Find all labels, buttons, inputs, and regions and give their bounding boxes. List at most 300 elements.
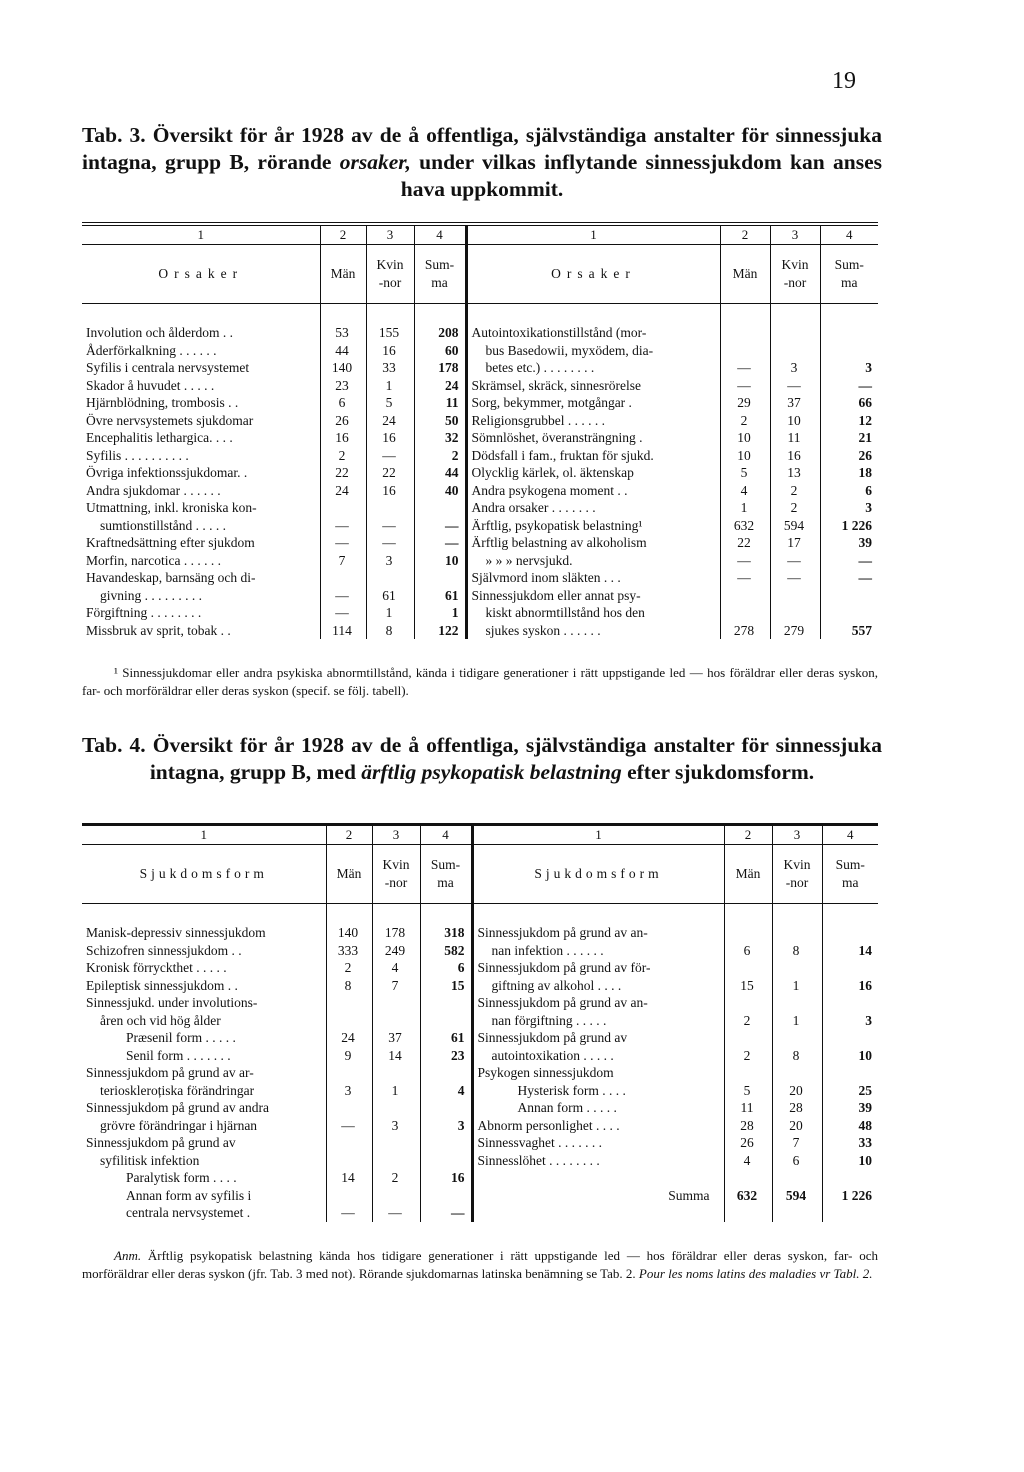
cell-right-sum: [822, 1029, 878, 1047]
cell-right-women: [770, 587, 820, 605]
cell-right-sum: 39: [820, 534, 878, 552]
cell-left-sum: 11: [414, 394, 466, 412]
cell-right-women: [772, 924, 822, 942]
cell-left-men: [326, 1134, 372, 1152]
cell-left-women: [372, 1187, 420, 1205]
tab4-header-sum-right: Sum-ma: [822, 845, 878, 904]
tab4-header-label-right: Sjukdomsform: [472, 845, 724, 904]
cell-right-label: Sinnessjukdom eller annat psy-: [466, 587, 720, 605]
page-number: 19: [832, 68, 856, 94]
cell-right-women: 17: [770, 534, 820, 552]
table-row: [82, 1064, 878, 1082]
cell-right-sum: 66: [820, 394, 878, 412]
tab4-note: [82, 1247, 878, 1283]
cell-right-men: —: [720, 377, 770, 395]
cell-right-label: [472, 1169, 724, 1187]
cell-left-label: Sinnessjukdom på grund av ar-: [86, 1065, 254, 1080]
cell-right-sum: 48: [822, 1117, 878, 1135]
cell-left-men: 16: [320, 429, 366, 447]
cell-right-men: 4: [724, 1152, 772, 1170]
tab4-header-women: Kvin-nor: [372, 845, 420, 904]
cell-left-men: [326, 994, 372, 1012]
cell-left-label: Annan form av syfilis i: [126, 1187, 252, 1203]
tab3-table: [82, 222, 878, 639]
cell-right-label: » » » nervsjukd.: [466, 552, 720, 570]
cell-right-sum: [820, 604, 878, 622]
tab4-title-em: ärftlig psykopatisk belastning: [361, 760, 622, 784]
cell-right-women: —: [770, 377, 820, 395]
tab3-title-em: orsaker,: [339, 150, 411, 174]
cell-left-men: 140: [320, 359, 366, 377]
table-row: [82, 959, 878, 977]
cell-left-men: —: [320, 604, 366, 622]
cell-right-men: [720, 587, 770, 605]
cell-right-label: Olycklig kärlek, ol. äktenskap: [466, 464, 720, 482]
tab3-header-men-right: Män: [720, 245, 770, 304]
cell-left-women: 155: [366, 324, 414, 342]
cell-right-men: [720, 342, 770, 360]
cell-left-women: 24: [366, 412, 414, 430]
cell-left-sum: 178: [414, 359, 466, 377]
cell-right-men: 1: [720, 499, 770, 517]
table-row: [82, 1047, 878, 1065]
cell-right-women: [772, 1169, 822, 1187]
cell-left-label: givning . . . . . . . . .: [100, 587, 203, 603]
cell-right-label: Sinnessvaghet . . . . . . .: [472, 1134, 724, 1152]
cell-right-women: [770, 604, 820, 622]
table-row: [82, 499, 878, 517]
cell-right-sum: 12: [820, 412, 878, 430]
cell-left-women: 16: [366, 482, 414, 500]
cell-right-sum: 25: [822, 1082, 878, 1100]
cell-left-men: —: [326, 1117, 372, 1135]
tab4-note-label: Anm.: [114, 1248, 142, 1263]
tab3-header-sum-right: Sum-ma: [820, 245, 878, 304]
cell-right-men: —: [720, 359, 770, 377]
tab3-header-label: Orsaker: [82, 245, 320, 304]
cell-left-men: 9: [326, 1047, 372, 1065]
tab3-header-sum: Sum-ma: [414, 245, 466, 304]
cell-right-women: 1: [772, 977, 822, 995]
cell-right-label: Andra psykogena moment . .: [466, 482, 720, 500]
cell-left-women: 16: [366, 429, 414, 447]
cell-right-women: [772, 1204, 822, 1222]
cell-right-sum: [822, 994, 878, 1012]
cell-right-sum: [820, 324, 878, 342]
cell-right-men: —: [720, 552, 770, 570]
cell-left-women: 14: [372, 1047, 420, 1065]
cell-left-men: [326, 1012, 372, 1030]
cell-right-men: 5: [724, 1082, 772, 1100]
cell-right-label: giftning av alkohol . . . .: [472, 977, 724, 995]
cell-right-sum: 6: [820, 482, 878, 500]
cell-left-sum: [420, 1134, 472, 1152]
cell-right-sum: 18: [820, 464, 878, 482]
tab4-label: Tab. 4.: [82, 733, 146, 757]
cell-right-women: 11: [770, 429, 820, 447]
cell-right-men: 28: [724, 1117, 772, 1135]
cell-right-label: Psykogen sinnessjukdom: [472, 1064, 724, 1082]
table-row: [82, 394, 878, 412]
cell-right-men: [724, 1204, 772, 1222]
tab4-column-numbers: 1 2 3 4 1 2 3 4: [82, 825, 878, 845]
cell-right-sum: 39: [822, 1099, 878, 1117]
cell-left-men: [326, 1064, 372, 1082]
cell-left-sum: 40: [414, 482, 466, 500]
cell-left-women: [372, 1064, 420, 1082]
tab4-note-em: Pour les noms latins des maladies vr Tabl. 2.: [638, 1266, 873, 1281]
cell-left-women: 178: [372, 924, 420, 942]
cell-left-label: sumtionstillstånd . . . . .: [100, 517, 227, 533]
table-row: [82, 1152, 878, 1170]
cell-left-label: Åderförkalkning . . . . . .: [86, 342, 217, 358]
cell-right-men: [724, 1064, 772, 1082]
cell-right-label: Andra orsaker . . . . . . .: [466, 499, 720, 517]
cell-left-men: —: [326, 1204, 372, 1222]
cell-left-men: 6: [320, 394, 366, 412]
table-row: [82, 1012, 878, 1030]
table-row: [82, 429, 878, 447]
table-row: [82, 942, 878, 960]
cell-left-men: —: [320, 587, 366, 605]
tab3-header-women: Kvin-nor: [366, 245, 414, 304]
tab3-footnote: ¹ Sinnessjukdomar eller andra psykiska abnormtillstånd, kända i tidigare generationer i rätt uppstigande led — hos föräldrar eller deras syskon, far- och morföräldrar eller deras syskon (specif. se följ. tabell).: [82, 665, 878, 698]
cell-left-men: 7: [320, 552, 366, 570]
cell-right-men: 29: [720, 394, 770, 412]
cell-right-men: 2: [720, 412, 770, 430]
cell-left-sum: 10: [414, 552, 466, 570]
cell-left-sum: 24: [414, 377, 466, 395]
cell-left-men: [320, 499, 366, 517]
cell-left-women: 61: [366, 587, 414, 605]
tab3-title-post: under vilkas inflytande sinnessjukdom kan anses hava uppkommit.: [400, 150, 882, 201]
cell-right-men: 22: [720, 534, 770, 552]
table-row: [82, 1187, 878, 1205]
cell-left-sum: [420, 1099, 472, 1117]
cell-left-label: Hjärnblödning, trombosis . .: [86, 395, 239, 410]
cell-left-sum: 2: [414, 447, 466, 465]
cell-left-men: 140: [326, 924, 372, 942]
table-row: [82, 569, 878, 587]
cell-right-men: —: [720, 569, 770, 587]
cell-left-women: [366, 569, 414, 587]
cell-left-label: Övre nervsystemets sjukdomar: [86, 412, 254, 428]
cell-right-women: 2: [770, 499, 820, 517]
cell-right-sum: 16: [822, 977, 878, 995]
tab3-label: Tab. 3.: [82, 123, 146, 147]
tab3-title-pre: Översikt för år 1928 av de å offentliga, självständiga anstalter för sinnessjuka intagna, grupp B, rörande: [82, 123, 883, 174]
cell-right-label: Självmord inom släkten . . .: [466, 569, 720, 587]
cell-right-label: Annan form . . . . .: [472, 1099, 724, 1117]
cell-left-sum: 60: [414, 342, 466, 360]
tab3-header-women-right: Kvin-nor: [770, 245, 820, 304]
cell-left-label: Utmattning, inkl. kroniska kon-: [86, 500, 257, 515]
cell-left-sum: 582: [420, 942, 472, 960]
cell-left-label: Manisk-depressiv sinnessjukdom: [86, 925, 266, 940]
cell-right-label: Sorg, bekymmer, motgångar .: [466, 394, 720, 412]
cell-left-women: 2: [372, 1169, 420, 1187]
cell-right-men: 5: [720, 464, 770, 482]
cell-right-sum: 1 226: [820, 517, 878, 535]
cell-right-label: Sinnesslöhet . . . . . . . .: [472, 1152, 724, 1170]
tab4-table: [82, 823, 878, 1222]
cell-right-label: Dödsfall i fam., fruktan för sjukd.: [466, 447, 720, 465]
cell-right-sum: [822, 1169, 878, 1187]
cell-right-sum: [820, 587, 878, 605]
cell-left-women: —: [366, 517, 414, 535]
cell-left-label: Paralytisk form . . . .: [126, 1170, 237, 1185]
table-row: [82, 994, 878, 1012]
cell-left-label: åren och vid hög ålder: [100, 1012, 221, 1028]
cell-left-sum: 61: [420, 1029, 472, 1047]
cell-right-label: Summa: [472, 1187, 724, 1205]
cell-right-sum: —: [820, 377, 878, 395]
table-row: [82, 1204, 878, 1222]
cell-left-men: 53: [320, 324, 366, 342]
cell-left-sum: [420, 1152, 472, 1170]
cell-left-men: —: [320, 534, 366, 552]
cell-right-women: 3: [770, 359, 820, 377]
cell-right-men: 278: [720, 622, 770, 640]
table-row: [82, 1134, 878, 1152]
cell-right-women: [772, 1064, 822, 1082]
cell-right-men: 632: [724, 1187, 772, 1205]
cell-right-women: 20: [772, 1082, 822, 1100]
cell-right-men: 10: [720, 429, 770, 447]
table-row: [82, 412, 878, 430]
cell-right-women: 6: [772, 1152, 822, 1170]
cell-left-women: 1: [372, 1082, 420, 1100]
cell-right-men: [724, 994, 772, 1012]
cell-left-label: Syfilis . . . . . . . . . .: [86, 447, 189, 463]
cell-left-label: centrala nervsystemet .: [126, 1205, 251, 1220]
cell-left-label: Syfilis i centrala nervsystemet: [86, 360, 250, 375]
tab4-header-label: Sjukdomsform: [82, 845, 326, 904]
cell-left-women: 249: [372, 942, 420, 960]
cell-right-women: 10: [770, 412, 820, 430]
cell-left-sum: 23: [420, 1047, 472, 1065]
cell-right-women: —: [770, 569, 820, 587]
cell-right-label: Sinnessjukdom på grund av an-: [472, 994, 724, 1012]
table-row: [82, 1117, 878, 1135]
cell-right-men: 2: [724, 1012, 772, 1030]
tab4-header-women-right: Kvin-nor: [772, 845, 822, 904]
cell-right-label: Sinnessjukdom på grund av: [472, 1029, 724, 1047]
cell-left-label: Missbruk av sprit, tobak . .: [86, 622, 231, 638]
cell-left-sum: 1: [414, 604, 466, 622]
cell-left-women: 16: [366, 342, 414, 360]
cell-right-women: 37: [770, 394, 820, 412]
table-row: [82, 377, 878, 395]
cell-left-men: 23: [320, 377, 366, 395]
tab4-header-men: Män: [326, 845, 372, 904]
cell-right-sum: [822, 1204, 878, 1222]
cell-right-label: nan förgiftning . . . . .: [472, 1012, 724, 1030]
cell-left-men: [326, 1099, 372, 1117]
cell-right-men: [720, 604, 770, 622]
cell-left-sum: [414, 569, 466, 587]
cell-left-women: 33: [366, 359, 414, 377]
tab4-note-text: Ärftlig psykopatisk belastning kända hos tidigare generationer i rätt uppstigande led — hos föräldrar eller deras syskon, far- och morföräldrar eller deras syskon (jfr. Tab. 3 med not). Rörande sjukdomarnas latinska benämning se Tab. 2.: [82, 1248, 878, 1281]
cell-right-label: Ärftlig belastning av alkoholism: [466, 534, 720, 552]
cell-left-women: [372, 1099, 420, 1117]
cell-right-men: 10: [720, 447, 770, 465]
cell-right-sum: 3: [822, 1012, 878, 1030]
cell-right-label: autointoxikation . . . . .: [472, 1047, 724, 1065]
cell-left-men: 44: [320, 342, 366, 360]
cell-left-women: [372, 1012, 420, 1030]
tab4-title-post: efter sjukdomsform.: [621, 760, 815, 784]
tab3-body: [82, 324, 878, 639]
tab3-header-row: [82, 245, 878, 304]
cell-left-sum: 50: [414, 412, 466, 430]
cell-left-sum: 318: [420, 924, 472, 942]
cell-right-sum: [820, 342, 878, 360]
cell-right-label: Sinnessjukdom på grund av för-: [472, 959, 724, 977]
cell-left-women: [366, 499, 414, 517]
cell-right-women: 13: [770, 464, 820, 482]
cell-left-sum: 122: [414, 622, 466, 640]
cell-right-women: [772, 959, 822, 977]
tab4-body: [82, 924, 878, 1222]
cell-left-women: —: [366, 534, 414, 552]
cell-left-men: 2: [320, 447, 366, 465]
cell-right-label: nan infektion . . . . . .: [472, 942, 724, 960]
cell-right-label: Religionsgrubbel . . . . . .: [466, 412, 720, 430]
table-row: [82, 1099, 878, 1117]
cell-left-sum: 61: [414, 587, 466, 605]
tab3-column-numbers: 1 2 3 4 1 2 3 4: [82, 224, 878, 245]
tab4-header-sum: Sum-ma: [420, 845, 472, 904]
cell-right-men: 4: [720, 482, 770, 500]
table-row: [82, 977, 878, 995]
cell-left-label: Kraftnedsättning efter sjukdom: [86, 535, 255, 550]
cell-left-women: 5: [366, 394, 414, 412]
cell-left-women: 3: [366, 552, 414, 570]
table-row: [82, 464, 878, 482]
cell-left-label: Skador å huvudet . . . . .: [86, 377, 215, 393]
tab4-title-pre: Översikt för år 1928 av de å offentliga, självständiga anstalter för sinnessjuka intagna, grupp B, med: [149, 733, 883, 784]
cell-left-women: 8: [366, 622, 414, 640]
cell-left-women: 22: [366, 464, 414, 482]
cell-left-men: 114: [320, 622, 366, 640]
cell-left-sum: 208: [414, 324, 466, 342]
cell-left-women: [372, 1152, 420, 1170]
cell-right-sum: [822, 1064, 878, 1082]
cell-right-women: [772, 1029, 822, 1047]
cell-right-men: 26: [724, 1134, 772, 1152]
cell-left-men: 26: [320, 412, 366, 430]
cell-right-label: [472, 1204, 724, 1222]
cell-left-label: Sinnessjukdom på grund av: [86, 1135, 236, 1150]
tab4-header-men-right: Män: [724, 845, 772, 904]
cell-right-label: sjukes syskon . . . . . .: [466, 622, 720, 640]
cell-left-men: 22: [320, 464, 366, 482]
cell-left-sum: 44: [414, 464, 466, 482]
cell-right-women: 8: [772, 942, 822, 960]
cell-right-sum: 26: [820, 447, 878, 465]
cell-left-label: Havandeskap, barnsäng och di-: [86, 570, 256, 585]
cell-right-label: betes etc.) . . . . . . . .: [466, 359, 720, 377]
cell-left-men: [326, 1187, 372, 1205]
cell-left-label: Morfin, narcotica . . . . . .: [86, 552, 221, 568]
cell-left-men: —: [320, 517, 366, 535]
tab3-header-men: Män: [320, 245, 366, 304]
cell-left-label: Senil form . . . . . . .: [126, 1047, 231, 1063]
cell-right-sum: —: [820, 569, 878, 587]
cell-left-sum: [414, 499, 466, 517]
cell-left-men: 24: [320, 482, 366, 500]
cell-left-label: Övriga infektionssjukdomar. .: [86, 465, 248, 480]
cell-left-women: —: [366, 447, 414, 465]
cell-left-sum: 4: [420, 1082, 472, 1100]
tab4-title: [82, 732, 882, 786]
cell-right-sum: 33: [822, 1134, 878, 1152]
cell-right-sum: 3: [820, 359, 878, 377]
cell-right-women: 28: [772, 1099, 822, 1117]
cell-right-men: 11: [724, 1099, 772, 1117]
cell-left-sum: —: [414, 534, 466, 552]
cell-left-women: —: [372, 1204, 420, 1222]
cell-right-label: bus Basedowii, myxödem, dia-: [466, 342, 720, 360]
cell-left-women: 7: [372, 977, 420, 995]
cell-right-women: [772, 994, 822, 1012]
cell-left-men: 2: [326, 959, 372, 977]
cell-right-men: 632: [720, 517, 770, 535]
cell-right-label: Autointoxikationstillstånd (mor-: [466, 324, 720, 342]
cell-left-label: Sinnessjukdom på grund av andra: [86, 1100, 269, 1115]
cell-left-label: Epileptisk sinnessjukdom . .: [86, 977, 238, 993]
cell-left-men: [326, 1152, 372, 1170]
cell-left-sum: —: [414, 517, 466, 535]
cell-left-sum: —: [420, 1204, 472, 1222]
cell-left-women: [372, 1134, 420, 1152]
table-row: [82, 587, 878, 605]
table-row: [82, 517, 878, 535]
cell-right-women: 20: [772, 1117, 822, 1135]
table-row: [82, 447, 878, 465]
cell-right-men: 6: [724, 942, 772, 960]
cell-right-sum: 557: [820, 622, 878, 640]
tab3-header-label-right: Orsaker: [466, 245, 720, 304]
cell-right-women: [770, 324, 820, 342]
cell-right-men: [724, 1169, 772, 1187]
cell-right-men: [724, 959, 772, 977]
cell-right-sum: 10: [822, 1152, 878, 1170]
cell-right-sum: 10: [822, 1047, 878, 1065]
tab4-header-row: [82, 845, 878, 904]
cell-right-women: 594: [770, 517, 820, 535]
cell-left-men: [320, 569, 366, 587]
cell-left-label: Andra sjukdomar . . . . . .: [86, 482, 221, 498]
cell-left-label: Förgiftning . . . . . . . .: [86, 605, 202, 620]
cell-right-label: kiskt abnormtillstånd hos den: [466, 604, 720, 622]
cell-left-women: 4: [372, 959, 420, 977]
cell-left-label: Kronisk förryckthet . . . . .: [86, 960, 227, 975]
cell-left-men: 24: [326, 1029, 372, 1047]
cell-right-sum: —: [820, 552, 878, 570]
cell-left-label: Involution och ålderdom . .: [86, 325, 233, 340]
cell-left-label: Præsenil form . . . . .: [126, 1030, 236, 1045]
cell-right-men: 15: [724, 977, 772, 995]
table-row: [82, 1082, 878, 1100]
table-row: [82, 604, 878, 622]
cell-right-sum: 3: [820, 499, 878, 517]
cell-left-sum: 16: [420, 1169, 472, 1187]
cell-left-women: 3: [372, 1117, 420, 1135]
cell-left-women: [372, 994, 420, 1012]
cell-right-sum: 21: [820, 429, 878, 447]
